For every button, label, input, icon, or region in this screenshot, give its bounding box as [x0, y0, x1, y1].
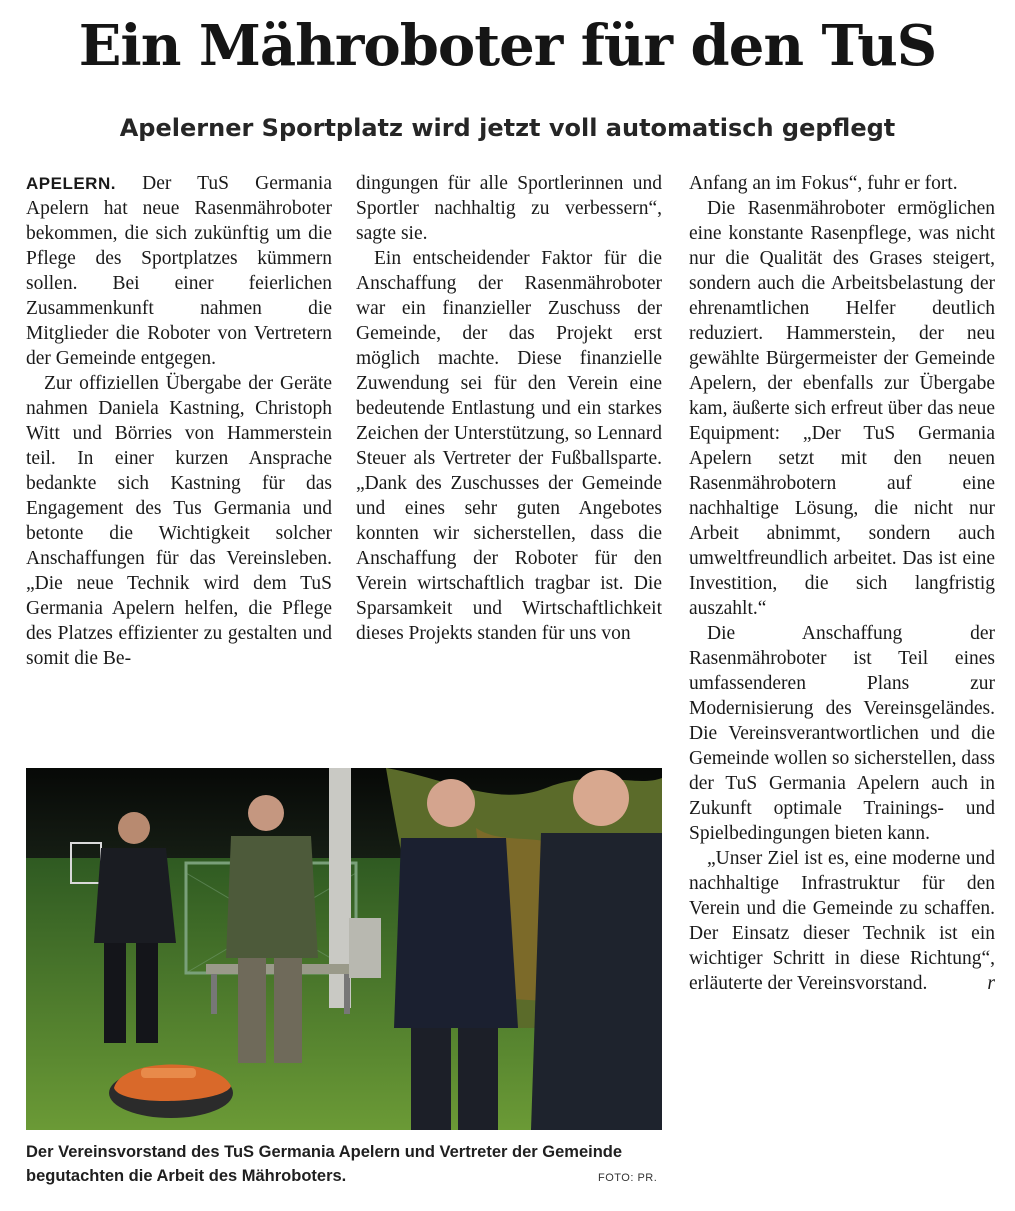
photo-credit: FOTO: PR. — [598, 1172, 658, 1184]
paragraph — [26, 171, 332, 371]
paragraph: Ein entscheidender Faktor für die Anschaffung der Rasenmähroboter war ein finanzieller Zuschuss der Gemeinde, der das Projekt erst möglich machte. Diese finanzielle Zuwendung sei für den Verein eine bedeutende Entlastung und ein starkes Zeichen der Unterstützung, so Lennard Steuer als Vertreter der Fußballsparte. „Dank des Zuschusses der Gemeinde und eines sehr guten Angebotes konnten wir sicherstellen, dass die Anschaffung der Roboter für den Verein wirtschaftlich tragbar ist. Die Sparsamkeit und Wirtschaftlichkeit dieses Projekts standen für uns von — [356, 248, 662, 644]
article-photo — [26, 768, 662, 1130]
paragraph-text: Der TuS Germania Apelern hat neue Rasenmähroboter bekommen, die sich zukünftig um die Pflege des Sportplatzes kümmern sollen. Bei einer feierlichen Zusammenkunft nahmen die Mitglieder die Roboter von Vertretern der Gemeinde entgegen. — [26, 173, 333, 369]
author-signature: r — [987, 973, 995, 994]
photo-caption: Der Vereinsvorstand des TuS Germania Apelern und Vertreter der Gemeinde begutachten die Arbeit des Mähroboters. — [26, 1143, 623, 1185]
headline: Ein Mähroboter für den TuS — [78, 13, 937, 79]
paragraph — [689, 846, 995, 996]
subheadline: Apelerner Sportplatz wird jetzt voll automatisch gepflegt — [119, 114, 896, 142]
paragraph: Anfang an im Fokus“, fuhr er fort. — [689, 173, 958, 194]
article-column-1 — [26, 171, 332, 671]
paragraph: Die Rasenmähroboter ermöglichen eine konstante Rasenpflege, was nicht nur die Qualität des Grases steigert, sondern auch die Arbeitsbelastung der ehrenamtlichen Helfer deutlich reduziert. Hammerstein, der neu gewählte Bürgermeister der Gemeinde Apelern, der ebenfalls zur Übergabe kam, äußerte sich erfreut über das neue Equipment: „Der TuS Germania Apelern setzt mit den neuen Rasenmährobotern auf eine nachhaltige Lösung, die nicht nur Arbeit abnimmt, sondern auch umweltfreundlich arbeitet. Das ist eine Investition, die sich langfristig auszahlt.“ — [689, 198, 995, 619]
paragraph: Zur offiziellen Übergabe der Geräte nahmen Daniela Kastning, Christoph Witt und Börries von Hammerstein teil. In einer kurzen Ansprache bedankte sich Kastning für das Engagement des Tus Germania und betonte die Wichtigkeit solcher Anschaffungen für das Vereinsleben. „Die neue Technik wird dem TuS Germania Apelern helfen, die Pflege des Platzes effizienter zu gestalten und somit die Be- — [26, 373, 332, 669]
paragraph-text: „Unser Ziel ist es, eine moderne und nachhaltige Infrastruktur für den Verein und die Gemeinde zu schaffen. Der Einsatz dieser Technik ist ein wichtiger Schritt in diese Richtung“, erläuterte der Vereinsvorstand. — [689, 848, 995, 994]
paragraph: Die Anschaffung der Rasenmähroboter ist Teil eines umfassenderen Plans zur Modernisierung des Vereinsgeländes. Die Vereinsverantwortlichen und die Gemeinde wollen so sicherstellen, dass der TuS Germania Apelern auch in Zukunft optimale Trainings- und Spielbedingungen bieten kann. — [689, 623, 995, 844]
photo-illustration — [26, 768, 662, 1130]
dateline: APELERN. — [26, 174, 116, 193]
paragraph: dingungen für alle Sportlerinnen und Sportler nachhaltig zu verbessern“, sagte sie. — [356, 173, 662, 244]
article-column-3 — [689, 171, 995, 996]
article-column-2 — [356, 171, 662, 646]
